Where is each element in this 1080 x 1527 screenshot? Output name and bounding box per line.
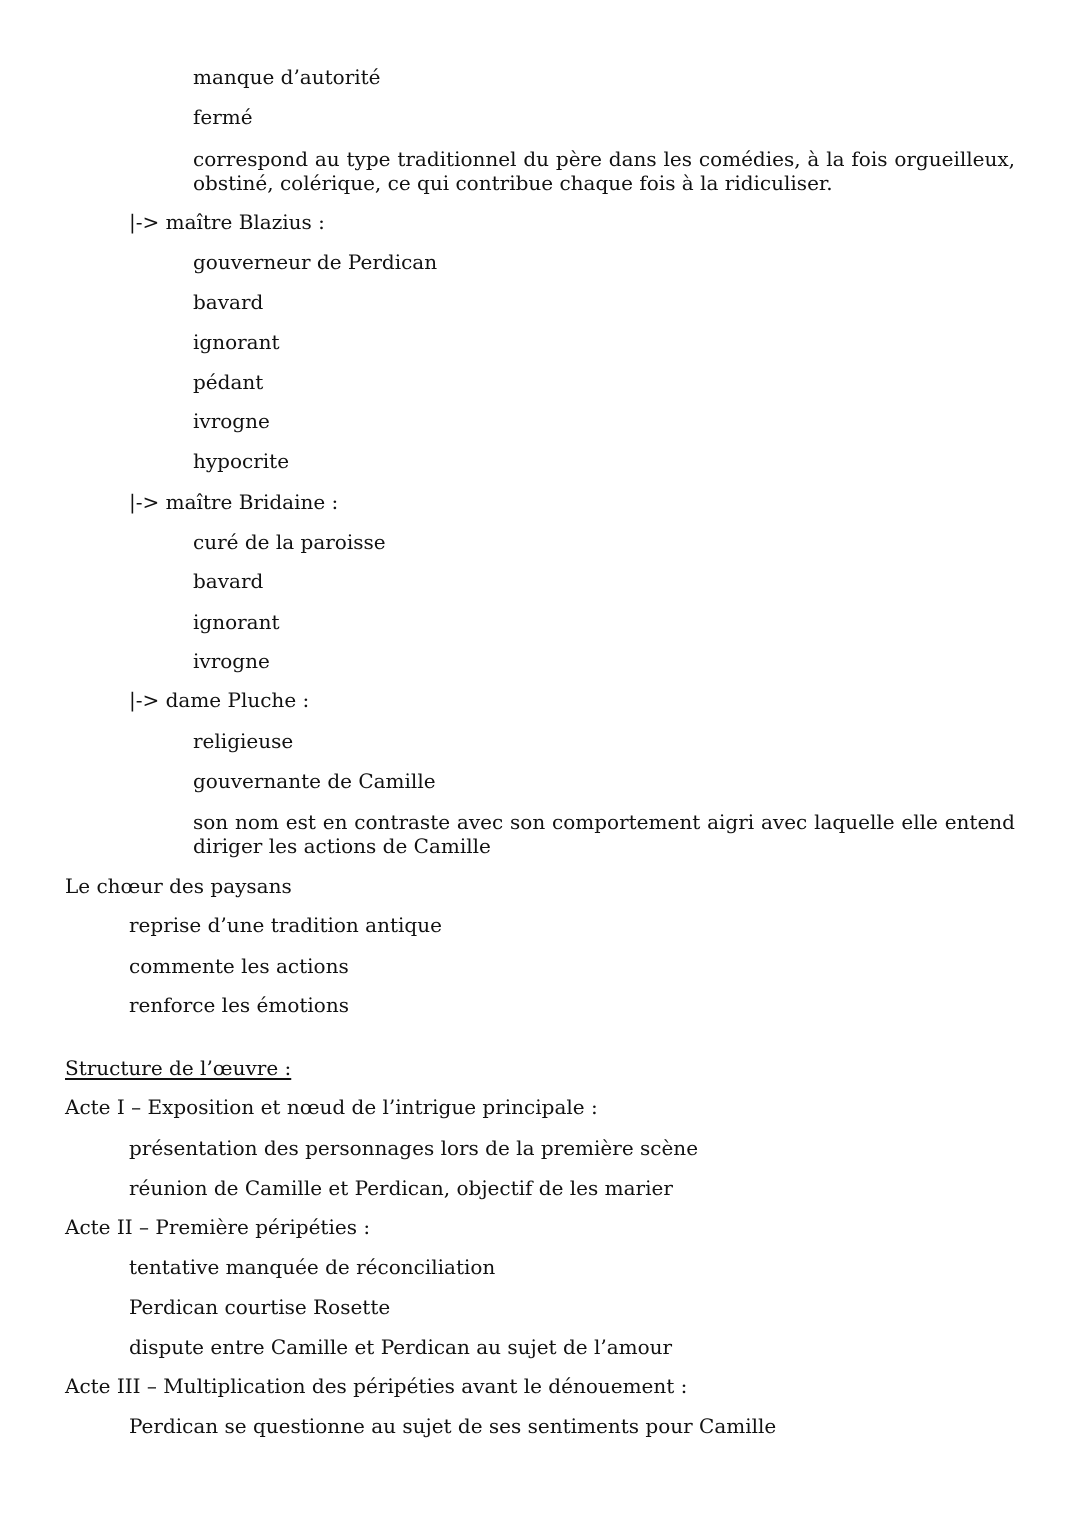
list-item: ignorant	[193, 610, 280, 634]
character-label-choeur: Le chœur des paysans	[65, 874, 292, 898]
list-item: ignorant	[193, 330, 280, 354]
list-item: réunion de Camille et Perdican, objectif de les marier	[129, 1176, 673, 1200]
list-item: manque d’autorité	[193, 65, 381, 89]
list-paragraph: correspond au type traditionnel du père dans les comédies, à la fois orgueilleux, obstiné, colérique, ce qui contribue chaque fois à la ridiculiser.	[193, 147, 1015, 195]
section-heading-structure: Structure de l’œuvre :	[65, 1056, 292, 1080]
list-item: gouverneur de Perdican	[193, 250, 438, 274]
list-item: Perdican se questionne au sujet de ses sentiments pour Camille	[129, 1414, 777, 1438]
character-label-pluche: |-> dame Pluche :	[129, 688, 310, 712]
list-item: Perdican courtise Rosette	[129, 1295, 391, 1319]
list-item: curé de la paroisse	[193, 530, 386, 554]
list-item: bavard	[193, 569, 264, 593]
list-item: pédant	[193, 370, 264, 394]
list-item: dispute entre Camille et Perdican au sujet de l’amour	[129, 1335, 673, 1359]
character-label-blazius: |-> maître Blazius :	[129, 210, 325, 234]
list-item: hypocrite	[193, 449, 290, 473]
list-item: ivrogne	[193, 409, 270, 433]
list-item: ivrogne	[193, 649, 270, 673]
list-item: présentation des personnages lors de la première scène	[129, 1136, 699, 1160]
list-item: reprise d’une tradition antique	[129, 913, 442, 937]
list-item: religieuse	[193, 729, 294, 753]
list-item: tentative manquée de réconciliation	[129, 1255, 496, 1279]
list-item: bavard	[193, 290, 264, 314]
list-paragraph: son nom est en contraste avec son comportement aigri avec laquelle elle entend diriger les actions de Camille	[193, 810, 1015, 858]
list-item: commente les actions	[129, 954, 349, 978]
act-title: Acte I – Exposition et nœud de l’intrigue principale :	[65, 1095, 598, 1119]
list-item: renforce les émotions	[129, 993, 349, 1017]
character-label-bridaine: |-> maître Bridaine :	[129, 490, 339, 514]
act-title: Acte II – Première péripéties :	[65, 1215, 371, 1239]
list-item: gouvernante de Camille	[193, 769, 436, 793]
act-title: Acte III – Multiplication des péripéties avant le dénouement :	[65, 1374, 688, 1398]
list-item: fermé	[193, 105, 253, 129]
